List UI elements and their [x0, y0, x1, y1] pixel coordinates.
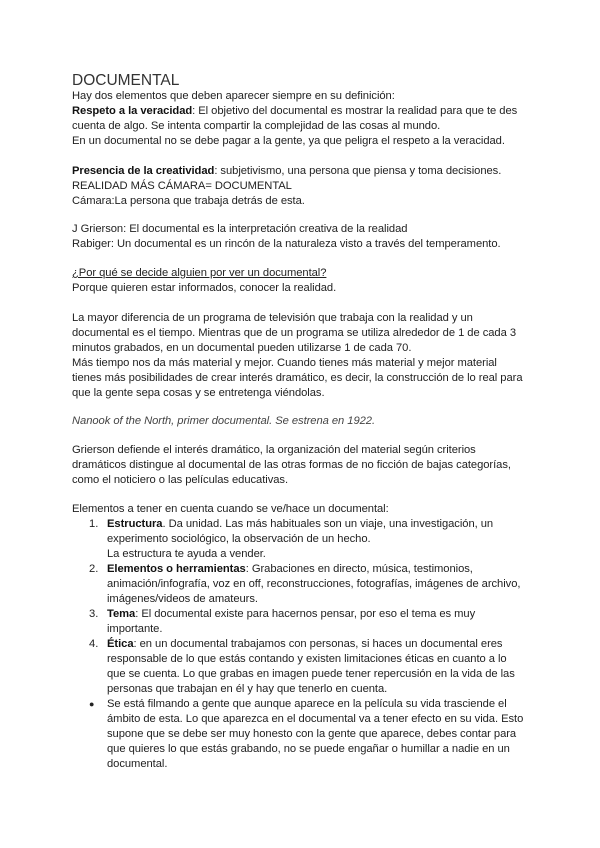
grierson-line: como el noticiero o las películas educativas. [72, 474, 289, 486]
diferencia-line: documental es el tiempo. Mientras que de un programa se utiliza alrededor de 1 de cada 3 [72, 327, 516, 339]
respeto-line3: En un documental no se debe pagar a la gente, ya que peligra el respeto a la veracidad. [72, 135, 505, 147]
diferencia-line: que la gente sepa cosas y se entretenga viéndolas. [72, 387, 325, 399]
creatividad-line3: Cámara:La persona que trabaja detrás de esta. [72, 195, 305, 207]
respeto-line1: Respeto a la veracidad: El objetivo del documental es mostrar la realidad para que te des [72, 105, 518, 117]
creatividad-heading: Presencia de la creatividad [72, 165, 215, 177]
question-answer: Porque quieren estar informados, conocer la realidad. [72, 282, 337, 294]
list-item-line: Se está filmando a gente que aunque aparece en la película su vida trasciende el [107, 698, 507, 710]
list-item-line: personas que trabajan en él y hay que tenerlo en cuenta. [107, 683, 388, 695]
page-title: DOCUMENTAL [72, 72, 180, 89]
list-number: 2. [89, 563, 99, 575]
list-item-line: ámbito de esta. Lo que aparezca en el documental va a tener efecto en su vida. Esto [107, 713, 524, 725]
elementos-intro: Elementos a tener en cuenta cuando se ve/hace un documental: [72, 503, 389, 515]
nanook-note: Nanook of the North, primer documental. Se estrena en 1922. [72, 415, 376, 427]
list-item-line: supone que se debe ser muy honesto con la gente que aparece, debes contar para [107, 728, 517, 740]
list-item-estructura: Estructura. Da unidad. Las más habituales son un viaje, una investigación, un [107, 518, 494, 530]
list-item-line: documental. [107, 758, 168, 770]
grierson-line: Grierson defiende el interés dramático, la organización del material según criterios [72, 444, 476, 456]
diferencia-line: La mayor diferencia de un programa de televisión que trabaja con la realidad y un [72, 312, 473, 324]
list-item-line: que quieres lo que estás grabando, no se puede engañar o humillar a nadie en un [107, 743, 510, 755]
diferencia-line: tienes más posibilidades de crear interés dramático, es decir, la construcción de lo real para [72, 372, 523, 384]
list-item-tema: Tema: El documental existe para hacernos pensar, por eso el tema es muy [107, 608, 476, 620]
bullet-icon: ● [89, 699, 95, 709]
question-heading: ¿Por qué se decide alguien por ver un documental? [72, 267, 327, 279]
list-item-line: La estructura te ayuda a vender. [107, 548, 266, 560]
list-item-etica: Ética: en un documental trabajamos con personas, si haces un documental eres [107, 638, 503, 650]
creatividad-line1: Presencia de la creatividad: subjetivismo, una persona que piensa y toma decisiones. [72, 165, 502, 177]
respeto-line2: cuenta de algo. Se intenta compartir la complejidad de las cosas al mundo. [72, 120, 441, 132]
list-item-line: imágenes/videos de amateurs. [107, 593, 258, 605]
list-number: 3. [89, 608, 99, 620]
list-item-line: experimento sociológico, la observación de un hecho. [107, 533, 371, 545]
list-number: 4. [89, 638, 99, 650]
list-item-line: responsable de lo que estás contando y existen limitaciones éticas en cuanto a lo [107, 653, 507, 665]
respeto-heading: Respeto a la veracidad [72, 105, 193, 117]
quote-rabiger: Rabiger: Un documental es un rincón de la naturaleza visto a través del temperamento. [72, 238, 501, 250]
list-item-herramientas: Elementos o herramientas: Grabaciones en directo, música, testimonios, [107, 563, 473, 575]
list-item-line: que se cuenta. Lo que grabas en imagen puede tener repercusión en la vida de las [107, 668, 515, 680]
intro-line: Hay dos elementos que deben aparecer siempre en su definición: [72, 90, 395, 102]
creatividad-line2: REALIDAD MÁS CÁMARA= DOCUMENTAL [72, 180, 292, 192]
quote-grierson: J Grierson: El documental es la interpretación creativa de la realidad [72, 223, 408, 235]
list-number: 1. [89, 518, 99, 530]
diferencia-line: Más tiempo nos da más material y mejor. Cuando tienes más material y mejor material [72, 357, 497, 369]
grierson-line: dramáticos distingue al documental de las otras formas de no ficción de bajas categorías, [72, 459, 511, 471]
list-item-line: animación/infografía, voz en off, reconstrucciones, fotografías, imágenes de archivo, [107, 578, 521, 590]
diferencia-line: minutos grabados, en un documental pueden utilizarse 1 de cada 70. [72, 342, 412, 354]
list-item-line: importante. [107, 623, 163, 635]
